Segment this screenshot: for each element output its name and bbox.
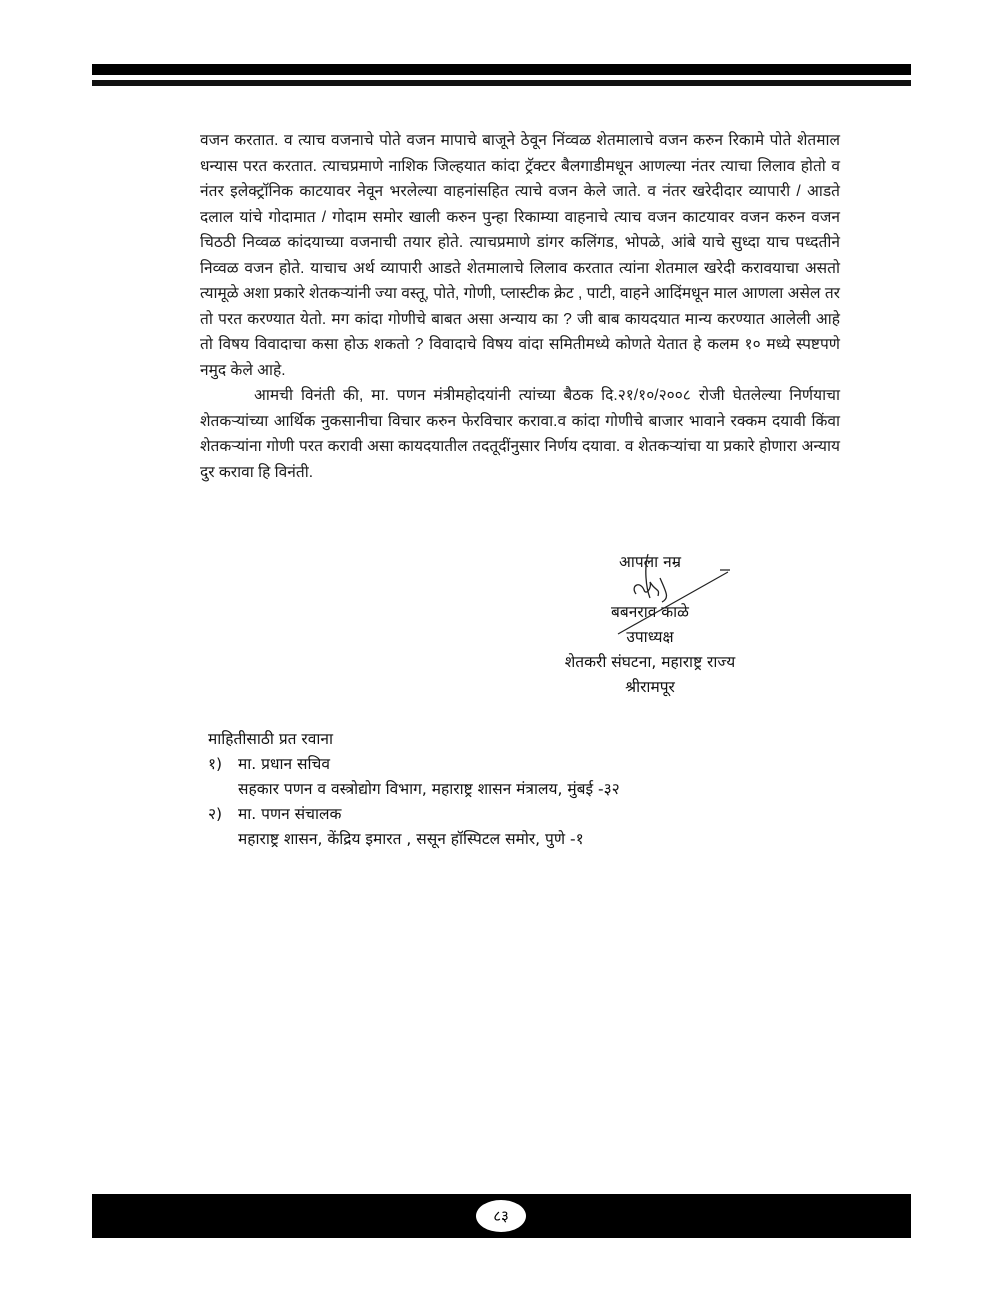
closing-text: आपला नम्र — [619, 553, 681, 571]
paragraph-1: वजन करतात. व त्याच वजनाचे पोते वजन मापाचे बाजूने ठेवून निंव्वळ शेतमालाचे वजन करुन रिकामे पोते शेतमाल धन्यास परत करतात. त्याचप्रमाणे नाशिक जिल्हयात कांदा ट्रॅक्टर बैलगाडीमधून आणल्या नंतर त्याचा लिलाव होतो व नंतर इलेक्ट्रॉनिक काटयावर नेवून भरलेल्या वाहनांसहित त्याचे वजन केले जाते. व नंतर खरेदीदार व्यापारी / आडते दलाल यांचे गोदामात / गोदाम समोर खाली करुन पुन्हा रिकाम्या वाहनाचे त्याच वजन काटयावर वजन करुन वजन चिठठी निव्वळ कांदयाच्या वजनाची तयार होते. त्याचप्रमाणे डांगर कलिंगड, भोपळे, आंबे याचे सुध्दा याच पध्दतीने निव्वळ वजन होते. याचाच अर्थ व्यापारी आडते शेतमालाचे लिलाव करतात त्यांना शेतमाल खरेदी करावयाचा असतो त्यामूळे अशा प्रकारे शेतकऱ्यांनी ज्या वस्तू, पोते, गोणी, प्लास्टीक क्रेट , पाटी, वाहने आदिंमधून माल आणला असेल तर तो परत करण्यात येतो. मग कांदा गोणीचे बाबत असा अन्याय का ? जी बाब कायदयात मान्य करण्यात आलेली आहे तो विषय विवादाचा कसा होऊ शकतो ? विवादाचे विषय वांदा समितीमध्ये कोणते येतात हे कलम १० मध्ये स्पष्टपणे नमुद केले आहे. — [200, 132, 840, 379]
page-number: ८३ — [476, 1200, 526, 1232]
header-rule-thin — [92, 80, 911, 86]
copy-item-address: महाराष्ट्र शासन, केंद्रिय इमारत , ससून हॉस्पिटल समोर, पुणे -१ — [238, 830, 584, 848]
signatory-organization: शेतकरी संघटना, महाराष्ट्र राज्य — [564, 653, 736, 671]
copy-item-title: मा. प्रधान सचिव — [238, 755, 330, 773]
copy-item — [208, 752, 768, 777]
copy-item-address: सहकार पणन व वस्त्रोद्योग विभाग, महाराष्ट्र शासन मंत्रालय, मुंबई -३२ — [238, 780, 620, 798]
copy-item-number: २) — [208, 805, 223, 823]
copy-item-number: १) — [208, 755, 223, 773]
paragraph-2-request: आमची विनंती की, मा. पणन मंत्रीमहोदयांनी त्यांच्या बैठक दि.२१/१०/२००८ रोजी घेतलेल्या निर्णयाचा शेतकऱ्यांच्या आर्थिक नुकसानीचा विचार करुन फेरविचार करावा.व कांदा गोणीचे बाजार भावाने रक्कम दयावी किंवा शेतकऱ्यांना गोणी परत करावी असा कायदयातील तदतूदींनुसार निर्णय दयावा. व शेतकऱ्यांचा या प्रकारे होणारा अन्याय दुर करावा हि विनंती. — [200, 387, 840, 481]
signature-block — [520, 550, 780, 700]
copy-item — [208, 802, 768, 827]
copies-heading: माहितीसाठी प्रत रवाना — [208, 730, 333, 748]
letter-body — [200, 128, 840, 485]
signatory-place: श्रीरामपूर — [625, 678, 675, 696]
signatory-designation: उपाध्यक्ष — [626, 628, 674, 646]
signatory-name: बबनराव काळे — [611, 603, 689, 621]
header-rule-thick — [92, 64, 911, 75]
copies-to-section — [208, 727, 768, 852]
signature-space — [520, 575, 780, 600]
copy-item-title: मा. पणन संचालक — [238, 805, 342, 823]
